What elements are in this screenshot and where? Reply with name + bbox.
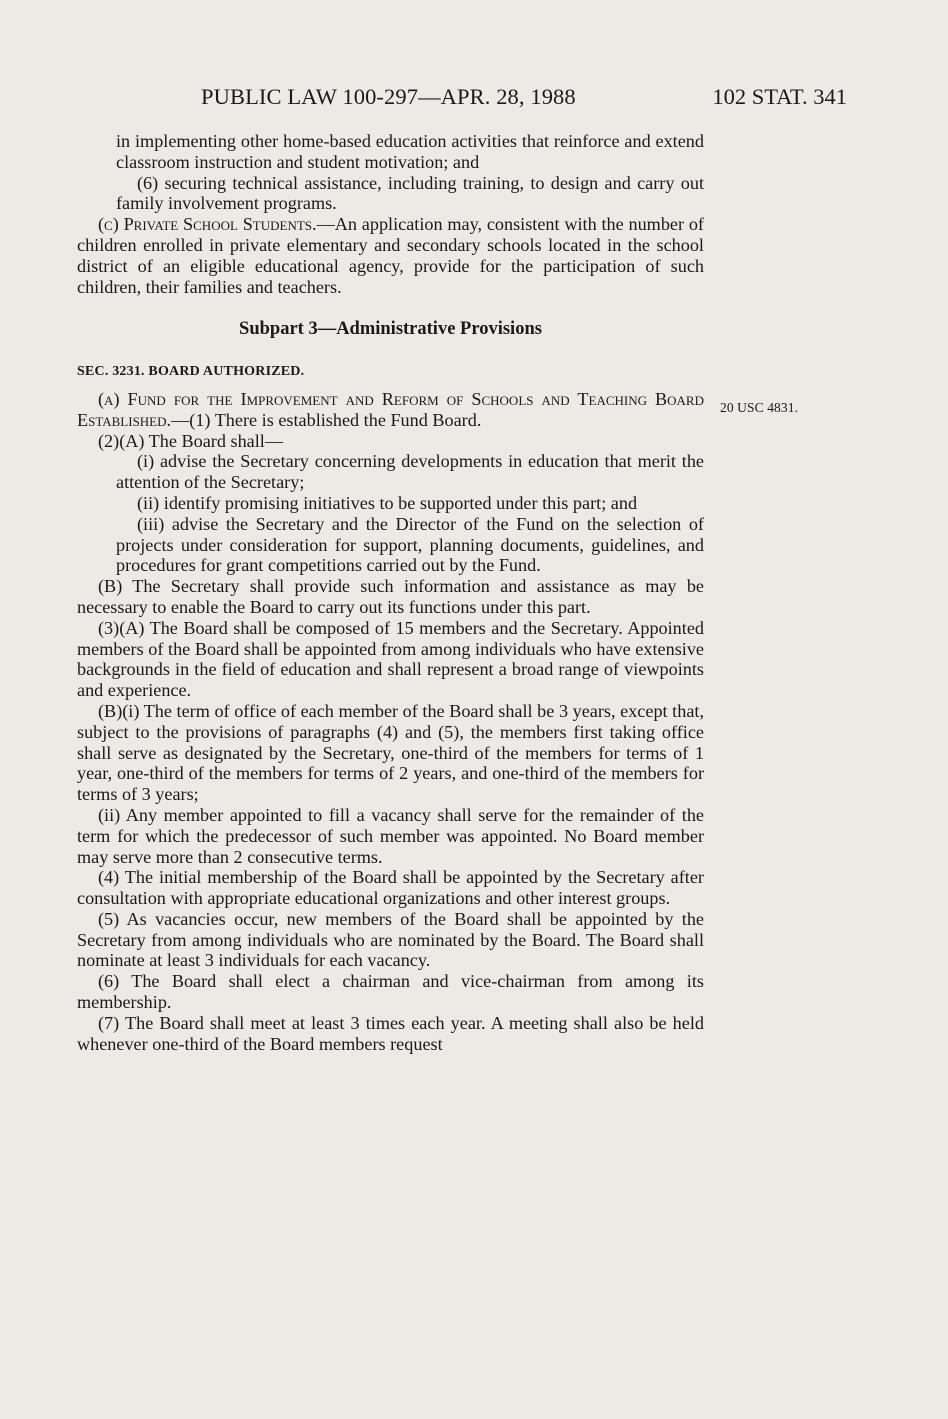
subsection-text: —An application may, consistent with the number of children enrolled in private elementary and secondary schools located in the school district of an eligible educational agency, provide for the participation of such children, their families and teachers.	[77, 214, 704, 297]
header-stat-page: 102 STAT. 341	[712, 84, 847, 109]
document-body	[77, 131, 704, 1054]
paragraph-2a-iii: (iii) advise the Secretary and the Director of the Fund on the selection of projects under consideration for support, planning documents, guidelines, and procedures for grant competitions carried out by the Fund.	[116, 513, 704, 576]
paragraph-board-established	[77, 389, 704, 431]
paragraph-4: (4) The initial membership of the Board shall be appointed by the Secretary after consultation with appropriate educational organizations and other interest groups.	[77, 867, 704, 909]
paragraph-2a-i: (i) advise the Secretary concerning developments in education that merit the attention of the Secretary;	[116, 451, 704, 493]
header-title: PUBLIC LAW 100-297—APR. 28, 1988	[201, 84, 576, 109]
margin-citation: 20 USC 4831.	[720, 400, 799, 415]
page-header	[77, 84, 847, 114]
subsection-heading: (c) Private School Students.	[98, 214, 317, 235]
subsection-heading: (a) Fund for the Improvement and Reform of Schools and Teaching Board Established.	[77, 388, 704, 430]
paragraph-private-school-students	[77, 214, 704, 297]
paragraph-3b-i: (B)(i) The term of office of each member of the Board shall be 3 years, except that, subject to the provisions of paragraphs (4) and (5), the members first taking office shall serve as designated by the Secretary, one-third of the members for terms of 1 year, one-third of the members for terms of 2 years, and one-third of the members for terms of 3 years;	[77, 700, 704, 805]
paragraph-2a-ii: (ii) identify promising initiatives to be supported under this part; and	[137, 492, 638, 513]
paragraph-2a: (2)(A) The Board shall—	[98, 430, 284, 451]
paragraph-7: (7) The Board shall meet at least 3 times each year. A meeting shall also be held whenever one-third of the Board members request	[77, 1012, 704, 1054]
paragraph-6: (6) The Board shall elect a chairman and vice-chairman from among its membership.	[77, 971, 704, 1013]
subsection-text: —(1) There is established the Fund Board.	[171, 409, 482, 430]
paragraph-5: (5) As vacancies occur, new members of the Board shall be appointed by the Secretary from among individuals who are nominated by the Board. The Board shall nominate at least 3 individuals for each vacancy.	[77, 908, 704, 971]
paragraph-item-6: (6) securing technical assistance, including training, to design and carry out family involvement programs.	[116, 172, 704, 214]
paragraph-3a: (3)(A) The Board shall be composed of 15 members and the Secretary. Appointed members of the Board shall be appointed from among individuals who have extensive backgrounds in the field of education and shall represent a broad range of viewpoints and experience.	[77, 617, 704, 701]
paragraph-3b-ii: (ii) Any member appointed to fill a vacancy shall serve for the remainder of the term for which the predecessor of such member was appointed. No Board member may serve more than 2 consecutive terms.	[77, 804, 704, 867]
subpart-heading: Subpart 3—Administrative Provisions	[239, 319, 542, 340]
paragraph-2b: (B) The Secretary shall provide such information and assistance as may be necessary to enable the Board to carry out its functions under this part.	[77, 576, 704, 617]
section-heading: SEC. 3231. BOARD AUTHORIZED.	[77, 364, 305, 380]
paragraph-continuation: in implementing other home-based education activities that reinforce and extend classroom instruction and student motivation; and	[116, 131, 704, 172]
